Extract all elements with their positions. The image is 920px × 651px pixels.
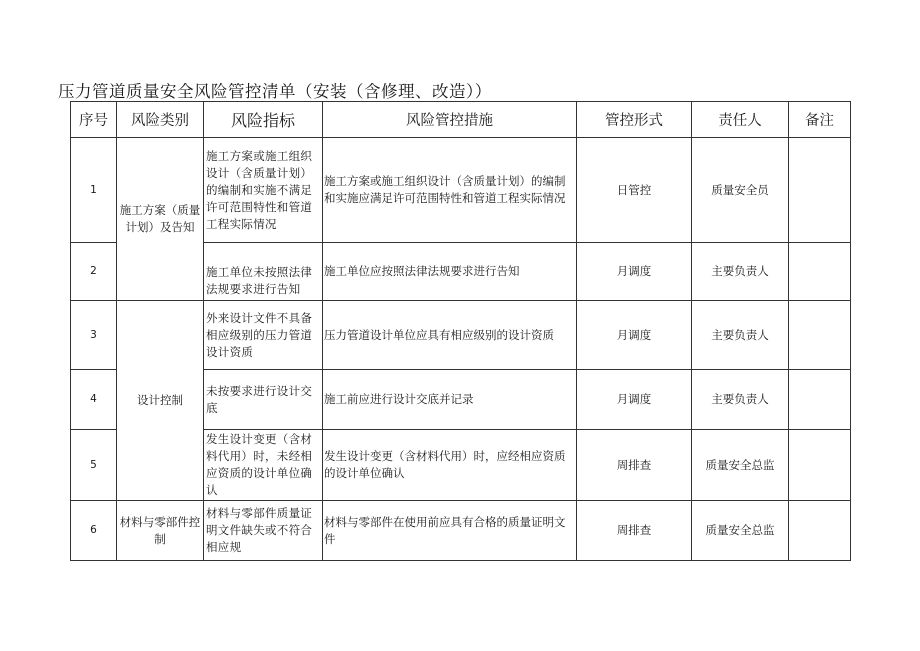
table-row (71, 301, 851, 370)
row-owner: 质量安全总监 (692, 501, 789, 561)
row-indicator: 材料与零部件质量证明文件缺失或不符合相应规 (204, 501, 323, 561)
row-indicator: 施工方案或施工组织设计（含质量计划）的编制和实施不满足许可范围特性和管道工程实际情况 (204, 138, 323, 243)
category-material: 材料与零部件控制 (117, 501, 204, 561)
row-remark (789, 501, 851, 561)
row-owner: 质量安全总监 (692, 430, 789, 501)
row-remark (789, 301, 851, 370)
row-control: 月调度 (577, 243, 692, 301)
page-title: 压力管道质量安全风险管控清单（安装（含修理、改造）） (58, 82, 492, 101)
row-measure: 压力管道设计单位应具有相应级别的设计资质 (323, 301, 577, 370)
row-measure: 施工方案或施工组织设计（含质量计划）的编制和实施应满足许可范围特性和管道工程实际情况 (323, 138, 577, 243)
row-control: 周排查 (577, 501, 692, 561)
row-indicator: 外来设计文件不具备相应级别的压力管道设计资质 (204, 301, 323, 370)
row-seq: 6 (71, 501, 117, 561)
row-indicator: 未按要求进行设计交底 (204, 370, 323, 430)
row-measure: 施工前应进行设计交底并记录 (323, 370, 577, 430)
header-remark: 备注 (789, 102, 851, 138)
table-header-row (71, 102, 851, 138)
table-row (71, 501, 851, 561)
row-owner: 主要负责人 (692, 243, 789, 301)
row-control: 日管控 (577, 138, 692, 243)
row-remark (789, 430, 851, 501)
header-measure: 风险管控措施 (323, 102, 577, 138)
header-control: 管控形式 (577, 102, 692, 138)
category-plan: 施工方案（质量计划）及告知 (117, 138, 204, 301)
header-indicator: 风险指标 (204, 102, 323, 138)
header-category: 风险类别 (117, 102, 204, 138)
table-row (71, 138, 851, 243)
row-owner: 主要负责人 (692, 301, 789, 370)
row-remark (789, 370, 851, 430)
row-owner: 主要负责人 (692, 370, 789, 430)
row-seq: 4 (71, 370, 117, 430)
row-seq: 1 (71, 138, 117, 243)
row-control: 月调度 (577, 370, 692, 430)
row-control: 月调度 (577, 301, 692, 370)
row-remark (789, 138, 851, 243)
row-owner: 质量安全员 (692, 138, 789, 243)
row-control: 周排查 (577, 430, 692, 501)
row-indicator: 发生设计变更（含材料代用）时，未经相应资质的设计单位确认 (204, 430, 323, 501)
row-measure: 施工单位应按照法律法规要求进行告知 (323, 243, 577, 301)
row-seq: 2 (71, 243, 117, 301)
risk-control-table (70, 101, 851, 561)
row-seq: 5 (71, 430, 117, 501)
row-remark (789, 243, 851, 301)
row-measure: 发生设计变更（含材料代用）时，应经相应资质的设计单位确认 (323, 430, 577, 501)
category-design: 设计控制 (117, 301, 204, 501)
row-measure: 材料与零部件在使用前应具有合格的质量证明文件 (323, 501, 577, 561)
header-seq: 序号 (71, 102, 117, 138)
row-indicator: 施工单位未按照法律法规要求进行告知 (204, 243, 323, 301)
row-seq: 3 (71, 301, 117, 370)
header-owner: 责任人 (692, 102, 789, 138)
